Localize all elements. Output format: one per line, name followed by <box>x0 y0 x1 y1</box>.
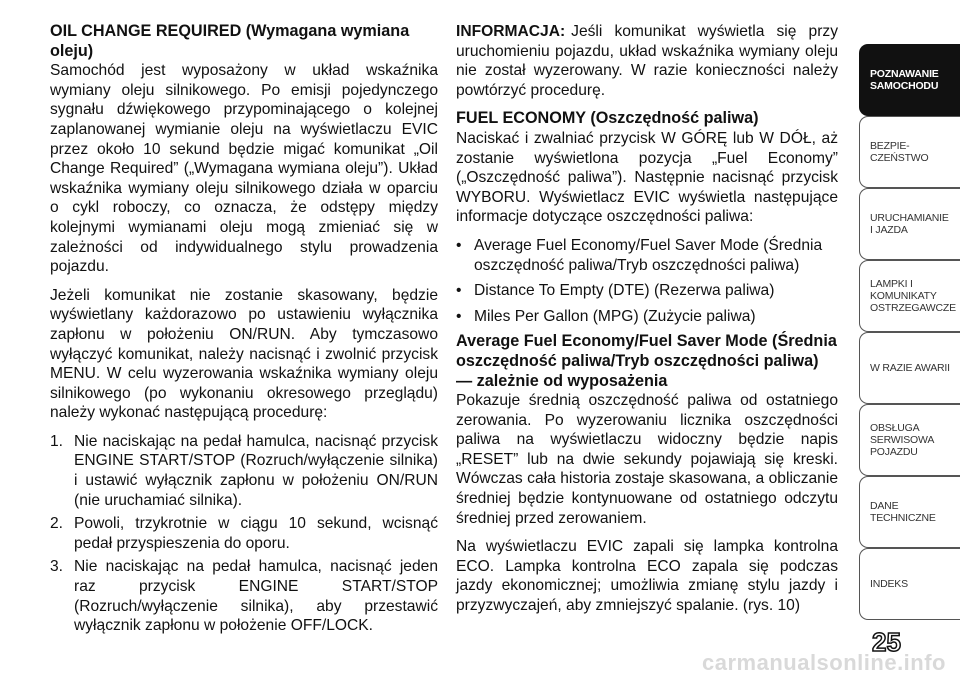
list-item <box>456 281 838 301</box>
tab-label: BEZPIE-CZEŃSTWO <box>870 140 929 164</box>
list-item <box>456 307 838 327</box>
fuel-economy-heading: FUEL ECONOMY (Oszczędność paliwa) <box>456 109 759 128</box>
tab-uruchamianie-i-jazda[interactable] <box>859 188 960 260</box>
tab-label: POZNAWANIE SAMOCHODU <box>870 68 939 92</box>
oil-change-paragraph: Samochód jest wyposażony w układ wskaźnika wymiany oleju silnikowego. Po emisji pojedynczego sygnału dźwiękowego przypominającego o kolejnej zaplanowanej wymianie oleju na wyświetlaczu EVIC przez około 10 sekund będzie migać komunikat „Oil Change Required” („Wymagana wymiana oleju”). Układ wskaźnika wymiany oleju silnikowego działa w oparciu o cykl roboczy, co oznacza, że odstępy między kolejnymi wymianami oleju mogą zmieniać się w zależności od indywidualnego stylu prowadzenia pojazdu. <box>50 62 438 276</box>
tab-w-razie-awarii[interactable] <box>859 332 960 404</box>
bullet-icon: • <box>456 307 462 325</box>
list-item <box>50 514 438 553</box>
step-number: 3. <box>50 558 64 576</box>
eco-lamp-paragraph: Na wyświetlaczu EVIC zapali się lampka kontrolna ECO. Lampka kontrolna ECO zapala się podczas jazdy ekonomicznej; umożliwia zmianę stylu jazdy i przyzwyczajeń, aby zmniejszyć spalanie. (rys. 10) <box>456 538 838 615</box>
watermark: carmanualsonline.info <box>702 650 946 675</box>
list-item <box>50 432 438 510</box>
right-column <box>456 22 838 625</box>
bullet-icon: • <box>456 282 462 300</box>
bullet-text: Average Fuel Economy/Fuel Saver Mode (Średnia oszczędność paliwa/Tryb oszczędności paliwa) <box>474 236 823 274</box>
tab-dane-techniczne[interactable] <box>859 476 960 548</box>
tab-label: DANE TECHNICZNE <box>870 500 936 524</box>
step-text: Nie naciskając na pedał hamulca, nacisnąć przycisk ENGINE START/STOP (Rozruch/wyłączenie silnika) i ustawić wyłącznik zapłonu w położeniu ON/RUN (nie uruchamiać silnika). <box>74 432 438 509</box>
left-column <box>50 22 438 640</box>
average-fuel-economy-paragraph: Pokazuje średnią oszczędność paliwa od ostatniego zerowania. Po wyzerowaniu licznika oszczędności paliwa na wyświetlaczu widoczny będzie napis „RESET” lub na dwie sekundy pojawiają się kreski. Wówczas cała historia zostaje skasowana, a obliczanie średniej będzie kontynuowane od ostatniego odczytu średniej przed zerowaniem. <box>456 392 838 527</box>
page-number: 25 <box>872 627 901 657</box>
list-item <box>50 557 438 635</box>
tab-obsluga-serwisowa[interactable] <box>859 404 960 476</box>
oil-change-heading: OIL CHANGE REQUIRED (Wymagana wymiana oleju) <box>50 22 410 60</box>
bullet-text: Distance To Empty (DTE) (Rezerwa paliwa) <box>474 282 775 300</box>
average-fuel-economy-heading: Average Fuel Economy/Fuel Saver Mode (Średnia oszczędność paliwa/Tryb oszczędności paliwa) — zależnie od wyposażenia <box>456 332 837 390</box>
tab-lampki-i-komunikaty[interactable] <box>859 260 960 332</box>
step-text: Nie naciskając na pedał hamulca, nacisnąć jeden raz przycisk ENGINE START/STOP (Rozruch/wyłączenie silnika), aby przestawić wyłącznik zapłonu w położenie OFF/LOCK. <box>74 558 438 635</box>
bullet-text: Miles Per Gallon (MPG) (Zużycie paliwa) <box>474 307 756 325</box>
tab-label: URUCHAMIANIE I JAZDA <box>870 212 949 236</box>
note-text: Jeśli komunikat wyświetla się przy uruchomieniu pojazdu, układ wskaźnika wymiany oleju nie został wyzerowany. W razie konieczności należy powtórzyć procedurę. <box>456 23 838 99</box>
tab-label: LAMPKI I KOMUNIKATY OSTRZEGAWCZE <box>870 278 956 314</box>
information-note <box>456 22 838 100</box>
tab-poznawanie-samochodu[interactable] <box>859 44 960 116</box>
note-label: INFORMACJA: <box>456 23 566 40</box>
list-item <box>456 236 838 275</box>
tab-bezpieczenstwo[interactable] <box>859 116 960 188</box>
reset-intro-paragraph: Jeżeli komunikat nie zostanie skasowany, będzie wyświetlany każdorazowo po ustawieniu wyłącznika zapłonu w położeniu ON/RUN. Aby tymczasowo wyłączyć komunikat, należy nacisnąć i zwolnić przycisk MENU. W celu wyzerowania wskaźnika wymiany oleju silnikowego (po wykonaniu okresowego przeglądu) należy wykonać następującą procedurę: <box>50 286 438 422</box>
reset-steps-list <box>50 432 438 636</box>
chapter-tabs-sidebar <box>856 0 960 678</box>
tab-indeks[interactable] <box>859 548 960 620</box>
tab-label: W RAZIE AWARII <box>870 362 950 374</box>
bullet-icon: • <box>456 236 462 254</box>
step-number: 2. <box>50 515 64 533</box>
fuel-economy-paragraph: Naciskać i zwalniać przycisk W GÓRĘ lub W DÓŁ, aż zostanie wyświetlona pozycja „Fuel Economy” („Oszczędność paliwa”). Następnie nacisnąć przycisk WYBORU. Wyświetlacz EVIC wyświetla następujące informacje dotyczące oszczędności paliwa: <box>456 129 838 226</box>
step-text: Powoli, trzykrotnie w ciągu 10 sekund, wcisnąć pedał przyspieszenia do oporu. <box>74 515 438 552</box>
step-number: 1. <box>50 432 64 450</box>
tab-label: OBSŁUGA SERWISOWA POJAZDU <box>870 422 934 458</box>
fuel-economy-bullets <box>456 236 838 326</box>
tab-label: INDEKS <box>870 578 908 590</box>
